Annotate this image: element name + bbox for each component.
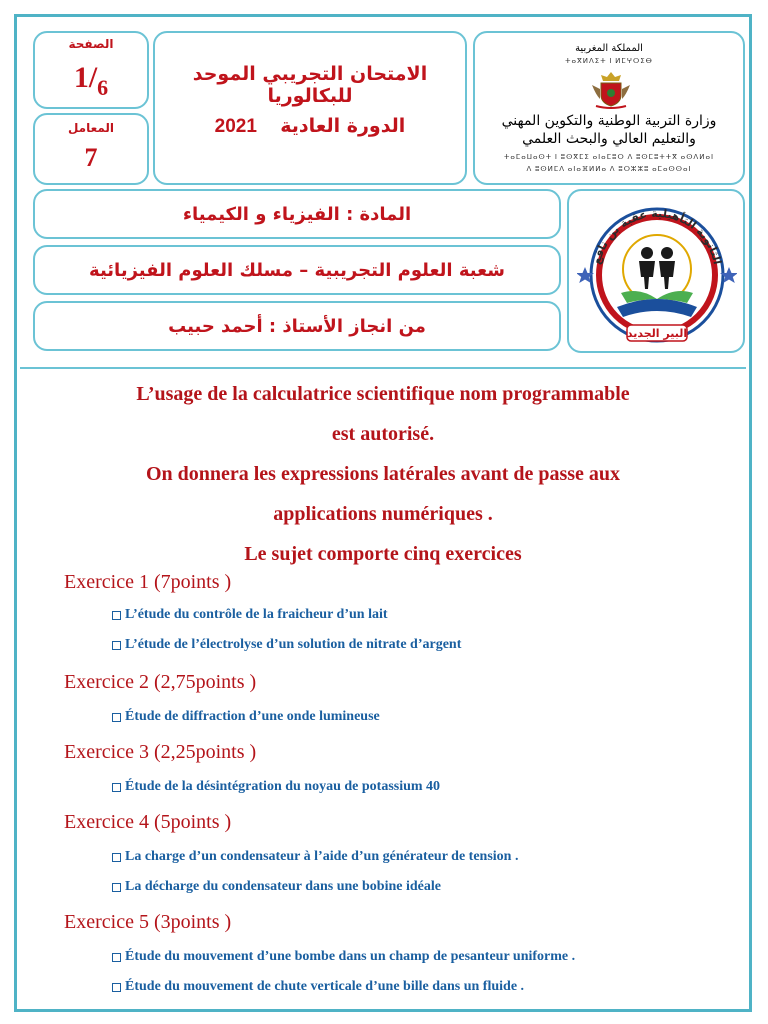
ministry-line-2: والتعليم العالي والبحث العلمي	[522, 131, 696, 147]
ministry-tifinagh-2: ⴷ ⵓⵙⵍⵎⴷ ⴰⵏⴰⴼⵍⵍⴰ ⴷ ⵓⵔⵣⵣⵓ ⴰⵎⴰⵙⵙⴰⵏ	[526, 165, 692, 173]
stream-box	[33, 245, 561, 295]
exercise-4-item-2	[112, 879, 441, 895]
ministry-box	[473, 31, 745, 185]
ministry-line-1: وزارة التربية الوطنية والتكوين المهني	[501, 113, 717, 129]
exercise-5-item-2	[112, 979, 524, 995]
intro-line-2: est autorisé.	[331, 423, 435, 445]
exam-session	[155, 115, 465, 138]
exercise-5-item-1	[112, 949, 575, 965]
teacher-box	[33, 301, 561, 351]
checkbox-icon	[112, 783, 121, 792]
school-town: البير الجديد	[626, 327, 688, 340]
exercise-2-item-1	[112, 709, 380, 725]
exercise-4-item-1	[112, 849, 518, 865]
kingdom-tifinagh: ⵜⴰⴳⵍⴷⵉⵜ ⵏ ⵍⵎⵖⵔⵉⴱ	[565, 57, 653, 65]
page-num: 1	[73, 61, 89, 94]
intro-line-5: Le sujet comporte cinq exercices	[244, 543, 522, 565]
exam-title-box	[153, 31, 467, 185]
moroccan-emblem-icon	[588, 69, 634, 109]
school-logo	[577, 195, 737, 351]
item-text: Étude de la désintégration du noyau de potassium 40	[125, 779, 441, 794]
checkbox-icon	[112, 853, 121, 862]
item-text: L’étude de l’électrolyse d’un solution de nitrate d’argent	[125, 637, 462, 652]
item-text: L’étude du contrôle de la fraicheur d’un lait	[125, 607, 388, 622]
exercise-1-item-1	[112, 607, 388, 623]
subject-text: المادة : الفيزياء و الكيمياء	[182, 203, 412, 225]
item-text: Étude du mouvement de chute verticale d’une bille dans un fluide .	[125, 979, 525, 994]
stream-text: شعبة العلوم التجريبية – مسلك العلوم الفيزيائية	[89, 259, 505, 281]
exam-year: 2021	[214, 116, 257, 137]
intro-line-3: On donnera les expressions latérales avant de passe aux	[145, 463, 621, 485]
item-text: Étude de diffraction d’une onde lumineuse	[125, 709, 380, 724]
exercise-2-title: Exercice 2 (2,75points )	[64, 671, 257, 693]
checkbox-icon	[112, 953, 121, 962]
item-text: La charge d’un condensateur à l’aide d’un générateur de tension .	[125, 849, 519, 864]
exercise-3-item-1	[112, 779, 440, 795]
school-logo-box	[567, 189, 745, 353]
coef-value: 7	[84, 143, 98, 172]
exercise-1-title: Exercice 1 (7points )	[64, 571, 232, 593]
exam-body	[20, 367, 746, 1005]
checkbox-icon	[112, 641, 121, 650]
exam-title: الامتحان التجريبي الموحد للبكالوريا	[192, 63, 428, 107]
page-fraction: $1/_6$	[73, 61, 109, 100]
intro-line-1: L’usage de la calculatrice scientifique nom programmable	[136, 383, 630, 405]
item-text: La décharge du condensateur dans une bobine idéale	[125, 879, 441, 894]
session-label: الدورة العادية	[280, 115, 406, 137]
exercise-5-title: Exercice 5 (3points )	[64, 911, 232, 933]
checkbox-icon	[112, 713, 121, 722]
page-total: 6	[97, 75, 109, 100]
coefficient-box	[33, 113, 149, 185]
page-number-box	[33, 31, 149, 109]
exercise-1-item-2	[112, 637, 461, 653]
exercise-3-title: Exercice 3 (2,25points )	[64, 741, 257, 763]
ministry-tifinagh-1: ⵜⴰⵎⴰⵡⴰⵙⵜ ⵏ ⵓⵙⴳⵎⵉ ⴰⵏⴰⵎⵓⵔ ⴷ ⵓⵙⵎⵓⵜⵜⴳ ⴰⵙⴷⵍⴰⵏ	[503, 153, 715, 161]
item-text: Étude du mouvement d’une bombe dans un champ de pesanteur uniforme .	[125, 949, 576, 964]
page-label: الصفحة	[68, 37, 114, 51]
checkbox-icon	[112, 883, 121, 892]
teacher-text: من انجاز الأستاذ : أحمد حبيب	[168, 315, 426, 337]
kingdom-name: المملكة المغربية	[575, 43, 643, 54]
intro-line-4: applications numériques .	[273, 503, 493, 525]
exam-page	[14, 14, 752, 1012]
checkbox-icon	[112, 983, 121, 992]
subject-box	[33, 189, 561, 239]
school-name: الثانوية التأهيلية عقبة بن نافع	[590, 206, 724, 266]
exercise-4-title: Exercice 4 (5points )	[64, 811, 232, 833]
coef-label: المعامل	[67, 121, 115, 135]
checkbox-icon	[112, 611, 121, 620]
